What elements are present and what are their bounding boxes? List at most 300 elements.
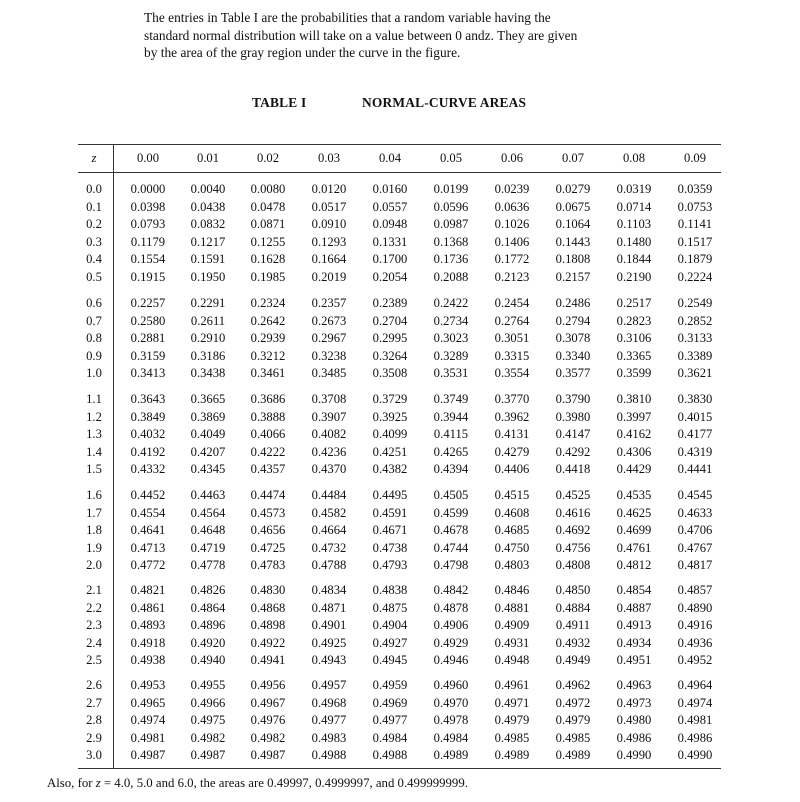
intro-line-3: by the area of the gray region under the curve in the figure.: [144, 45, 461, 61]
table-cell: 0.0438: [190, 199, 226, 214]
row-z-value: 0.1: [86, 199, 102, 214]
table-cell: 0.4909: [494, 618, 530, 633]
table-cell: 0.2054: [372, 270, 408, 284]
table-cell: 0.2704: [372, 313, 408, 328]
table-cell: 0.3907: [311, 409, 347, 424]
table-cell: 0.0478: [250, 199, 286, 214]
table-cell: 0.4878: [433, 600, 469, 615]
table-cell: 0.2088: [433, 270, 469, 284]
table-cell: 0.4920: [190, 635, 226, 650]
row-z-value: 2.5: [86, 653, 102, 668]
table-cell: 0.4875: [372, 600, 408, 615]
table-cell: 0.4911: [555, 618, 591, 633]
table-cell: 0.4306: [616, 444, 652, 459]
table-cell: 0.4964: [677, 678, 713, 692]
table-cell: 0.1628: [250, 252, 286, 267]
table-cell: 0.3485: [311, 366, 347, 381]
table-cell: 0.3980: [555, 409, 591, 424]
row-z-value: 3.0: [86, 748, 102, 763]
column-header: 0.04: [378, 151, 402, 165]
column-header: 0.00: [136, 151, 160, 165]
table-cell: 0.4545: [677, 488, 713, 502]
table-cell: 0.4977: [372, 713, 408, 728]
table-cell: 0.0040: [190, 182, 226, 196]
table-cell: 0.4952: [677, 653, 713, 668]
table-cell: 0.4808: [555, 558, 591, 573]
row-z-value: 1.5: [86, 462, 102, 477]
table-cell: 0.4783: [250, 558, 286, 573]
table-cell: 0.2291: [190, 296, 226, 310]
table-cell: 0.4535: [616, 488, 652, 502]
table-cell: 0.4429: [616, 462, 652, 477]
table-cell: 0.4699: [616, 523, 652, 538]
table-cell: 0.4738: [372, 540, 408, 555]
table-cell: 0.4961: [494, 678, 530, 692]
table-cell: 0.4970: [433, 695, 469, 710]
table-cell: 0.4505: [433, 488, 469, 502]
table-bottom-rule: [78, 768, 721, 769]
table-cell: 0.0359: [677, 182, 713, 196]
table-cell: 0.4484: [311, 488, 347, 502]
table-cell: 0.4925: [311, 635, 347, 650]
table-cell: 0.4948: [494, 653, 530, 668]
table-cell: 0.2224: [677, 270, 713, 284]
table-cell: 0.4986: [616, 730, 652, 745]
table-cell: 0.3133: [677, 331, 713, 346]
table-cell: 0.4279: [494, 444, 530, 459]
table-cell: 0.1480: [616, 234, 652, 249]
table-cell: 0.1179: [130, 234, 166, 249]
table-cell: 0.4015: [677, 409, 713, 424]
table-cell: 0.2019: [311, 270, 347, 284]
table-cell: 0.3238: [311, 348, 347, 363]
table-cell: 0.1700: [372, 252, 408, 267]
table-cell: 0.3289: [433, 348, 469, 363]
table-cell: 0.4177: [677, 427, 713, 442]
table-cell: 0.4971: [494, 695, 530, 710]
table-cell: 0.4966: [190, 695, 226, 710]
table-cell: 0.4608: [494, 505, 530, 520]
table-cell: 0.4616: [555, 505, 591, 520]
table-cell: 0.2939: [250, 331, 286, 346]
footnote: [47, 776, 468, 791]
table-cell: 0.4821: [130, 583, 166, 597]
table-cell: 0.3078: [555, 331, 591, 346]
table-cell: 0.1406: [494, 234, 530, 249]
table-cell: 0.2734: [433, 313, 469, 328]
table-cell: 0.4656: [250, 523, 286, 538]
table-cell: 0.1772: [494, 252, 530, 267]
table-cell: 0.4772: [130, 558, 166, 573]
table-cell: 0.4985: [494, 730, 530, 745]
table-cell: 0.4861: [130, 600, 166, 615]
table-cell: 0.2823: [616, 313, 652, 328]
table-cell: 0.4980: [616, 713, 652, 728]
table-cell: 0.0987: [433, 217, 469, 232]
table-cell: 0.4706: [677, 523, 713, 538]
table-cell: 0.4927: [372, 635, 408, 650]
row-z-value: 0.3: [86, 234, 102, 249]
table-cell: 0.4972: [555, 695, 591, 710]
table-cell: 0.2324: [250, 296, 286, 310]
table-cell: 0.4082: [311, 427, 347, 442]
row-z-value: 1.2: [86, 409, 102, 424]
table-cell: 0.4934: [616, 635, 652, 650]
table-cell: 0.4985: [555, 730, 591, 745]
row-z-value: 1.1: [86, 392, 102, 406]
table-cell: 0.4976: [250, 713, 286, 728]
table-cell: 0.2549: [677, 296, 713, 310]
table-cell: 0.3106: [616, 331, 652, 346]
column-header: 0.01: [196, 151, 220, 165]
table-cell: 0.4962: [555, 678, 591, 692]
table-cell: 0.4901: [311, 618, 347, 633]
table-cell: 0.1141: [677, 217, 713, 232]
table-cell: 0.1103: [616, 217, 652, 232]
table-cell: 0.0832: [190, 217, 226, 232]
table-cell: 0.1808: [555, 252, 591, 267]
table-cell: 0.4564: [190, 505, 226, 520]
table-cell: 0.4664: [311, 523, 347, 538]
table-cell: 0.4671: [372, 523, 408, 538]
table-cell: 0.4162: [616, 427, 652, 442]
table-cell: 0.4864: [190, 600, 226, 615]
table-cell: 0.2517: [616, 296, 652, 310]
table-cell: 0.3643: [130, 392, 166, 406]
z-column-header: z: [91, 151, 97, 165]
row-z-value: 1.3: [86, 427, 102, 442]
table-cell: 0.4918: [130, 635, 166, 650]
table-cell: 0.4936: [677, 635, 713, 650]
table-cell: 0.4989: [433, 748, 469, 763]
table-cell: 0.4979: [494, 713, 530, 728]
row-z-value: 0.6: [86, 296, 102, 310]
table-cell: 0.4981: [130, 730, 166, 745]
table-cell: 0.0080: [250, 182, 286, 196]
row-z-value: 0.2: [86, 217, 102, 232]
table-cell: 0.3051: [494, 331, 530, 346]
table-cell: 0.4969: [372, 695, 408, 710]
table-cell: 0.4599: [433, 505, 469, 520]
table-cell: 0.1517: [677, 234, 713, 249]
table-cell: 0.0517: [311, 199, 347, 214]
table-cell: 0.3531: [433, 366, 469, 381]
table-cell: 0.4906: [433, 618, 469, 633]
table-cell: 0.0279: [555, 182, 591, 196]
table-cell: 0.4955: [190, 678, 226, 692]
table-cell: 0.4732: [311, 540, 347, 555]
row-z-value: 2.0: [86, 558, 102, 573]
table-cell: 0.2852: [677, 313, 713, 328]
table-cell: 0.4793: [372, 558, 408, 573]
column-header: 0.02: [256, 151, 280, 165]
table-cell: 0.4977: [311, 713, 347, 728]
table-cell: 0.4932: [555, 635, 591, 650]
table-cell: 0.4115: [433, 427, 469, 442]
table-cell: 0.4984: [433, 730, 469, 745]
table-cell: 0.3389: [677, 348, 713, 363]
table-cell: 0.0557: [372, 199, 408, 214]
table-cell: 0.4988: [311, 748, 347, 763]
table-label: TABLE I: [252, 95, 307, 110]
table-cell: 0.2611: [190, 313, 226, 328]
table-cell: 0.3997: [616, 409, 652, 424]
table-cell: 0.4956: [250, 678, 286, 692]
table-cell: 0.4049: [190, 427, 226, 442]
table-cell: 0.3315: [494, 348, 530, 363]
table-cell: 0.4744: [433, 540, 469, 555]
table-cell: 0.4904: [372, 618, 408, 633]
table-cell: 0.4967: [250, 695, 286, 710]
table-cell: 0.4974: [677, 695, 713, 710]
table-cell: 0.3925: [372, 409, 408, 424]
table-cell: 0.4929: [433, 635, 469, 650]
table-cell: 0.1736: [433, 252, 469, 267]
table-cell: 0.4990: [616, 748, 652, 763]
table-cell: 0.4817: [677, 558, 713, 573]
table-cell: 0.3869: [190, 409, 226, 424]
table-cell: 0.0596: [433, 199, 469, 214]
table-cell: 0.3686: [250, 392, 286, 406]
row-z-value: 1.8: [86, 523, 102, 538]
table-cell: 0.2967: [311, 331, 347, 346]
table-cell: 0.3790: [555, 392, 591, 406]
table-cell: 0.2389: [372, 296, 408, 310]
footnote-variable: z: [95, 776, 101, 790]
table-cell: 0.4896: [190, 618, 226, 633]
table-cell: 0.1217: [190, 234, 226, 249]
table-cell: 0.1331: [372, 234, 408, 249]
table-cell: 0.4838: [372, 583, 408, 597]
table-cell: 0.0714: [616, 199, 652, 214]
table-cell: 0.4945: [372, 653, 408, 668]
table-cell: 0.0000: [130, 182, 166, 196]
table-cell: 0.4887: [616, 600, 652, 615]
table-cell: 0.1985: [250, 270, 286, 284]
table-cell: 0.1293: [311, 234, 347, 249]
row-z-value: 2.8: [86, 713, 102, 728]
table-cell: 0.4946: [433, 653, 469, 668]
intro-paragraph: [144, 9, 664, 62]
table-cell: 0.0199: [433, 182, 469, 196]
table-cell: 0.2673: [311, 313, 347, 328]
table-cell: 0.1368: [433, 234, 469, 249]
table-cell: 0.1664: [311, 252, 347, 267]
table-cell: 0.4251: [372, 444, 408, 459]
table-cell: 0.0675: [555, 199, 591, 214]
table-cell: 0.4452: [130, 488, 166, 502]
table-cell: 0.4893: [130, 618, 166, 633]
table-cell: 0.2910: [190, 331, 226, 346]
table-cell: 0.4099: [372, 427, 408, 442]
table-cell: 0.4989: [555, 748, 591, 763]
table-cell: 0.1844: [616, 252, 652, 267]
table-cell: 0.4788: [311, 558, 347, 573]
table-cell: 0.3340: [555, 348, 591, 363]
table-cell: 0.2422: [433, 296, 469, 310]
table-cell: 0.4982: [250, 730, 286, 745]
table-cell: 0.4131: [494, 427, 530, 442]
table-cell: 0.2881: [130, 331, 166, 346]
table-cell: 0.4382: [372, 462, 408, 477]
table-cell: 0.4495: [372, 488, 408, 502]
table-cell: 0.1915: [130, 270, 166, 284]
table-cell: 0.2123: [494, 270, 530, 284]
table-cell: 0.4965: [130, 695, 166, 710]
table-cell: 0.4778: [190, 558, 226, 573]
table-cell: 0.4761: [616, 540, 652, 555]
table-cell: 0.1255: [250, 234, 286, 249]
table-cell: 0.2257: [130, 296, 166, 310]
z-column-divider: [113, 144, 114, 768]
table-cell: 0.4370: [311, 462, 347, 477]
table-cell: 0.4868: [250, 600, 286, 615]
table-cell: 0.4842: [433, 583, 469, 597]
table-cell: 0.4830: [250, 583, 286, 597]
table-cell: 0.0239: [494, 182, 530, 196]
row-z-value: 2.6: [86, 678, 102, 692]
table-cell: 0.3159: [130, 348, 166, 363]
table-cell: 0.4987: [190, 748, 226, 763]
table-cell: 0.4573: [250, 505, 286, 520]
table-cell: 0.1950: [190, 270, 226, 284]
table-cell: 0.4648: [190, 523, 226, 538]
table-cell: 0.2580: [130, 313, 166, 328]
table-cell: 0.4987: [130, 748, 166, 763]
table-cell: 0.4719: [190, 540, 226, 555]
table-cell: 0.4803: [494, 558, 530, 573]
table-cell: 0.4940: [190, 653, 226, 668]
table-cell: 0.4236: [311, 444, 347, 459]
table-cell: 0.4641: [130, 523, 166, 538]
table-cell: 0.4418: [555, 462, 591, 477]
table-cell: 0.4974: [130, 713, 166, 728]
row-z-value: 1.7: [86, 505, 102, 520]
table-cell: 0.0910: [311, 217, 347, 232]
row-z-value: 0.7: [86, 313, 102, 328]
table-cell: 0.4990: [677, 748, 713, 763]
table-cell: 0.3729: [372, 392, 408, 406]
table-cell: 0.3577: [555, 366, 591, 381]
column-header: 0.03: [317, 151, 341, 165]
table-cell: 0.4951: [616, 653, 652, 668]
table-cell: 0.4983: [311, 730, 347, 745]
table-cell: 0.4949: [555, 653, 591, 668]
table-cell: 0.3186: [190, 348, 226, 363]
table-cell: 0.4222: [250, 444, 286, 459]
table-cell: 0.4207: [190, 444, 226, 459]
footnote-prefix: Also, for: [47, 776, 96, 790]
table-cell: 0.4957: [311, 678, 347, 692]
table-cell: 0.4345: [190, 462, 226, 477]
table-cell: 0.3413: [130, 366, 166, 381]
intro-line-2: standard normal distribution will take on a value between 0 andz. They are given: [144, 27, 578, 43]
table-cell: 0.3770: [494, 392, 530, 406]
table-cell: 0.4931: [494, 635, 530, 650]
table-cell: 0.4515: [494, 488, 530, 502]
table-cell: 0.1443: [555, 234, 591, 249]
table-cell: 0.4685: [494, 523, 530, 538]
table-cell: 0.4292: [555, 444, 591, 459]
table-cell: 0.4767: [677, 540, 713, 555]
table-cell: 0.4986: [677, 730, 713, 745]
column-header: 0.06: [500, 151, 524, 165]
table-cell: 0.4692: [555, 523, 591, 538]
table-cell: 0.1026: [494, 217, 530, 232]
table-cell: 0.4884: [555, 600, 591, 615]
table-cell: 0.3599: [616, 366, 652, 381]
table-cell: 0.4474: [250, 488, 286, 502]
table-cell: 0.4916: [677, 618, 713, 633]
table-cell: 0.0398: [130, 199, 166, 214]
table-cell: 0.4525: [555, 488, 591, 502]
table-cell: 0.4032: [130, 427, 166, 442]
table-cell: 0.4147: [555, 427, 591, 442]
table-cell: 0.0948: [372, 217, 408, 232]
table-cell: 0.3962: [494, 409, 530, 424]
table-cell: 0.4357: [250, 462, 286, 477]
column-header: 0.08: [622, 151, 646, 165]
table-cell: 0.2157: [555, 270, 591, 284]
table-cell: 0.4988: [372, 748, 408, 763]
table-cell: 0.3438: [190, 366, 226, 381]
table-cell: 0.4725: [250, 540, 286, 555]
table-cell: 0.1879: [677, 252, 713, 267]
table-cell: 0.4968: [311, 695, 347, 710]
table-cell: 0.4192: [130, 444, 166, 459]
table-cell: 0.3665: [190, 392, 226, 406]
table-cell: 0.4332: [130, 462, 166, 477]
table-cell: 0.4319: [677, 444, 713, 459]
row-z-value: 2.2: [86, 600, 102, 615]
table-cell: 0.3849: [130, 409, 166, 424]
table-cell: 0.0120: [311, 182, 347, 196]
table-cell: 0.3554: [494, 366, 530, 381]
table-cell: 0.3365: [616, 348, 652, 363]
table-title: NORMAL-CURVE AREAS: [362, 95, 527, 110]
column-header: 0.09: [683, 151, 707, 165]
row-z-value: 0.9: [86, 348, 102, 363]
table-cell: 0.1591: [190, 252, 226, 267]
table-cell: 0.4441: [677, 462, 713, 477]
table-cell: 0.4826: [190, 583, 226, 597]
table-cell: 0.4943: [311, 653, 347, 668]
header-bottom-rule: [78, 172, 721, 173]
table-cell: 0.3708: [311, 392, 347, 406]
table-cell: 0.4798: [433, 558, 469, 573]
table-cell: 0.3212: [250, 348, 286, 363]
table-cell: 0.2642: [250, 313, 286, 328]
table-cell: 0.2454: [494, 296, 530, 310]
table-cell: 0.4591: [372, 505, 408, 520]
table-cell: 0.2794: [555, 313, 591, 328]
table-cell: 0.4406: [494, 462, 530, 477]
table-cell: 0.4987: [250, 748, 286, 763]
row-z-value: 2.9: [86, 730, 102, 745]
table-cell: 0.4066: [250, 427, 286, 442]
table-cell: 0.3264: [372, 348, 408, 363]
row-z-value: 0.0: [86, 182, 102, 196]
table-cell: 0.4881: [494, 600, 530, 615]
table-cell: 0.4633: [677, 505, 713, 520]
table-cell: 0.4975: [190, 713, 226, 728]
table-cell: 0.1554: [130, 252, 166, 267]
table-cell: 0.4941: [250, 653, 286, 668]
table-cell: 0.3944: [433, 409, 469, 424]
table-cell: 0.4750: [494, 540, 530, 555]
row-z-value: 1.6: [86, 488, 102, 502]
table-cell: 0.3810: [616, 392, 652, 406]
